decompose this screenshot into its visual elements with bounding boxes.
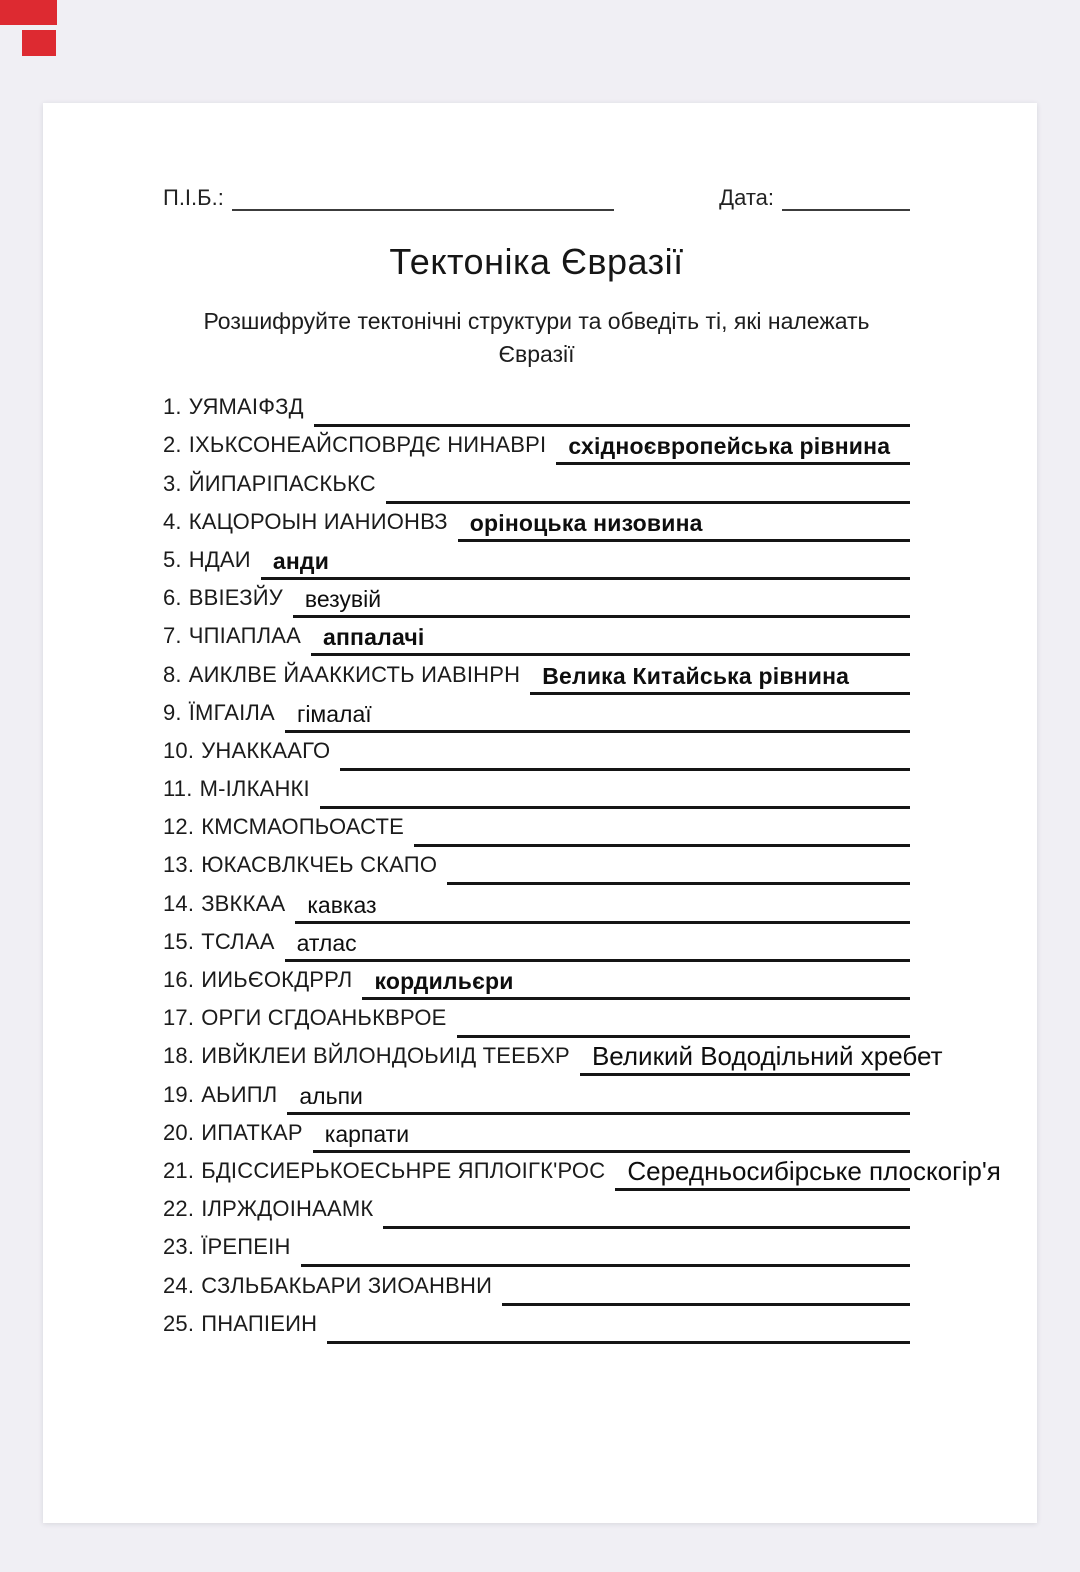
item-number: 25. xyxy=(163,1310,195,1336)
scrambled-word xyxy=(163,1082,277,1115)
answer-blank-line[interactable] xyxy=(615,1155,1001,1191)
worksheet-item-row xyxy=(163,1306,910,1344)
answer-blank-line[interactable] xyxy=(580,1041,943,1076)
worksheet-item-row xyxy=(163,695,910,733)
scrambled-word xyxy=(163,1196,373,1229)
answer-blank-line[interactable] xyxy=(530,662,910,695)
item-number: 21. xyxy=(163,1157,195,1183)
worksheet-item-row xyxy=(163,733,910,771)
scrambled-word-text: ИПАТКАР xyxy=(201,1119,303,1145)
scrambled-word-text: ЗВККАА xyxy=(201,890,286,916)
worksheet-item-row xyxy=(163,1000,910,1038)
answer-text xyxy=(502,1299,514,1303)
answer-blank-line[interactable] xyxy=(311,626,910,656)
answer-blank-line[interactable] xyxy=(285,700,910,733)
scrambled-word-text: УЯМАІФЗД xyxy=(188,394,304,420)
scrambled-word xyxy=(163,1005,447,1038)
item-number: 24. xyxy=(163,1272,195,1298)
instructions-text: Розшифруйте тектонічні структури та обведіть ті, які належать Євразії xyxy=(203,308,870,367)
worksheet-item-row xyxy=(163,389,910,427)
worksheet-header xyxy=(163,185,910,211)
scrambled-word-text: КМСМАОПЬОАСТЕ xyxy=(201,814,405,840)
answer-text xyxy=(383,1222,395,1226)
answer-blank-line[interactable] xyxy=(362,970,910,1000)
answer-blank-line[interactable] xyxy=(414,840,910,847)
answer-text: оріноцька низовина xyxy=(469,509,703,536)
date-blank-line[interactable] xyxy=(782,187,910,211)
name-label: П.І.Б.: xyxy=(163,185,224,210)
scrambled-word xyxy=(163,1158,605,1191)
answer-blank-line[interactable] xyxy=(295,891,910,924)
worksheet-item-row xyxy=(163,809,910,847)
answer-blank-line[interactable] xyxy=(293,588,910,618)
worksheet-item-row xyxy=(163,1038,943,1076)
scrambled-word-text: ЇМГАІЛА xyxy=(188,699,275,725)
worksheet-item-row xyxy=(163,847,910,885)
worksheet-item-row xyxy=(163,465,910,503)
item-number: 18. xyxy=(163,1043,195,1069)
answer-blank-line[interactable] xyxy=(314,420,910,427)
answer-text: карпати xyxy=(324,1120,410,1147)
scrambled-word-text: М-ІЛКАНКІ xyxy=(199,776,310,802)
scrambled-word xyxy=(163,623,301,656)
scrambled-word-text: НДАИ xyxy=(188,546,251,572)
answer-text xyxy=(414,840,426,844)
scrambled-word-text: ЧПІАПЛАА xyxy=(188,623,301,649)
answer-text: східноєвропейська рівнина xyxy=(568,433,891,460)
scrambled-word xyxy=(163,471,376,504)
answer-blank-line[interactable] xyxy=(502,1299,910,1306)
scrambled-word-text: УНАККААГО xyxy=(201,737,331,763)
red-corner-mark-bottom xyxy=(22,30,56,56)
scrambled-word xyxy=(163,432,546,465)
scrambled-word-text: ПНАПІЕИН xyxy=(201,1310,318,1336)
scrambled-word xyxy=(163,1043,570,1076)
item-number: 6. xyxy=(163,585,182,611)
worksheet-item-row xyxy=(163,1267,910,1305)
scrambled-word xyxy=(163,929,275,962)
answer-text xyxy=(327,1337,339,1341)
answer-blank-line[interactable] xyxy=(340,764,910,771)
scrambled-word-text: ІХЬКСОНЕАЙСПОВРДЄ НИНАВРІ xyxy=(188,432,547,458)
scrambled-word xyxy=(163,1311,317,1344)
scrambled-word xyxy=(163,852,437,885)
item-number: 8. xyxy=(163,661,182,687)
answer-text: везувій xyxy=(304,586,382,613)
worksheet-item-row xyxy=(163,1076,910,1114)
red-corner-mark-top xyxy=(0,0,57,25)
item-number: 2. xyxy=(163,432,182,458)
worksheet-item-row xyxy=(163,1153,1001,1191)
answer-blank-line[interactable] xyxy=(386,497,910,504)
answer-blank-line[interactable] xyxy=(320,802,910,809)
scrambled-word-text: ІЛРЖДОІНААМК xyxy=(201,1196,374,1222)
answer-blank-line[interactable] xyxy=(447,878,910,885)
item-number: 15. xyxy=(163,928,195,954)
answer-blank-line[interactable] xyxy=(458,509,910,542)
scrambled-word xyxy=(163,1120,303,1153)
worksheet-item-row xyxy=(163,504,910,542)
item-number: 3. xyxy=(163,470,182,496)
answer-text xyxy=(447,878,459,882)
answer-text: Великий Вододільний хребет xyxy=(591,1041,943,1072)
scrambled-word-text: БДІССИЕРЬКОЕСЬНРЕ ЯПЛОІГК'РОС xyxy=(201,1157,606,1183)
scrambled-word xyxy=(163,967,352,1000)
scrambled-word xyxy=(163,509,448,542)
worksheet-item-row xyxy=(163,885,910,923)
scrambled-word xyxy=(163,585,283,618)
scrambled-word xyxy=(163,394,304,427)
scrambled-word-text: ВВІЕЗЙУ xyxy=(188,585,283,611)
answer-blank-line[interactable] xyxy=(313,1120,910,1153)
worksheet-item-row xyxy=(163,618,910,656)
scrambled-word-text: СЗЛЬБАКЬАРИ ЗИОАНВНИ xyxy=(201,1272,493,1298)
worksheet-item-row xyxy=(163,771,910,809)
answer-text xyxy=(301,1260,313,1264)
item-number: 12. xyxy=(163,814,195,840)
answer-blank-line[interactable] xyxy=(383,1222,910,1229)
scrambled-word-text: ИВЙКЛЕИ ВЙЛОНДОЬИІД ТЕЕБХР xyxy=(201,1043,570,1069)
answer-blank-line[interactable] xyxy=(457,1031,910,1038)
scrambled-word xyxy=(163,776,310,809)
answer-text: анди xyxy=(272,547,330,574)
item-number: 1. xyxy=(163,394,182,420)
answer-blank-line[interactable] xyxy=(301,1260,910,1267)
answer-text: Велика Китайська рівнина xyxy=(542,662,850,689)
answer-text xyxy=(320,802,332,806)
scrambled-word xyxy=(163,1273,492,1306)
name-blank-line[interactable] xyxy=(232,187,614,211)
scrambled-word-text: АЬИПЛ xyxy=(201,1081,278,1107)
scrambled-word-text: ОРГИ СГДОАНЬКВРОЕ xyxy=(201,1005,447,1031)
scrambled-word xyxy=(163,700,275,733)
answer-text: Середньосибірське плоскогір'я xyxy=(627,1155,1001,1186)
scrambled-word xyxy=(163,1234,291,1267)
answer-blank-line[interactable] xyxy=(285,929,910,962)
scrambled-word xyxy=(163,547,251,580)
worksheet-content xyxy=(43,103,1037,1344)
item-number: 11. xyxy=(163,776,193,802)
date-label: Дата: xyxy=(719,185,774,210)
worksheet-item-row xyxy=(163,656,910,694)
scrambled-word-text: КАЦОРОЫН ИАНИОНВЗ xyxy=(188,508,448,534)
answer-blank-line[interactable] xyxy=(261,547,910,580)
scrambled-word-text: ЮКАСВЛКЧЕЬ СКАПО xyxy=(201,852,438,878)
item-number: 4. xyxy=(163,508,182,534)
item-number: 7. xyxy=(163,623,182,649)
scrambled-word xyxy=(163,814,404,847)
worksheet-item-row xyxy=(163,962,910,1000)
items-list xyxy=(163,389,1001,1344)
answer-blank-line[interactable] xyxy=(287,1082,910,1115)
answer-text: гімалаї xyxy=(296,700,372,727)
answer-blank-line[interactable] xyxy=(327,1337,910,1344)
item-number: 23. xyxy=(163,1234,195,1260)
item-number: 9. xyxy=(163,699,182,725)
answer-text: атлас xyxy=(296,929,357,956)
worksheet-item-row xyxy=(163,924,910,962)
worksheet-page xyxy=(43,103,1037,1523)
worksheet-item-row xyxy=(163,1115,910,1153)
scrambled-word xyxy=(163,662,520,695)
scrambled-word xyxy=(163,891,285,924)
scrambled-word-text: АИКЛВЕ ЙААККИСТЬ ИАВІНРН xyxy=(188,661,521,687)
scrambled-word-text: ЇРЕПЕІН xyxy=(201,1234,291,1260)
worksheet-item-row xyxy=(163,1229,910,1267)
answer-text: альпи xyxy=(299,1082,363,1109)
item-number: 16. xyxy=(163,967,195,992)
scrambled-word xyxy=(163,738,330,771)
item-number: 17. xyxy=(163,1005,195,1031)
worksheet-item-row xyxy=(163,580,910,618)
item-number: 14. xyxy=(163,890,195,916)
worksheet-item-row xyxy=(163,427,910,465)
answer-text xyxy=(340,764,352,768)
answer-text xyxy=(314,420,326,424)
page-title: Тектоніка Євразії xyxy=(389,241,684,282)
item-number: 19. xyxy=(163,1081,195,1107)
answer-text: кавказ xyxy=(307,891,377,918)
answer-blank-line[interactable] xyxy=(556,435,910,465)
item-number: 5. xyxy=(163,546,182,572)
item-number: 10. xyxy=(163,737,195,763)
item-number: 13. xyxy=(163,852,195,878)
scrambled-word-text: ЙИПАРІПАСКЬКС xyxy=(188,470,376,496)
answer-text: кордильєри xyxy=(374,968,514,994)
answer-text: аппалачі xyxy=(322,624,425,651)
item-number: 20. xyxy=(163,1119,195,1145)
scrambled-word-text: ИИЬЄОКДРРЛ xyxy=(201,967,353,992)
scrambled-word-text: ТСЛАА xyxy=(201,928,275,954)
worksheet-item-row xyxy=(163,542,910,580)
answer-text xyxy=(386,497,398,501)
item-number: 22. xyxy=(163,1196,195,1222)
worksheet-item-row xyxy=(163,1191,910,1229)
answer-text xyxy=(457,1031,469,1035)
